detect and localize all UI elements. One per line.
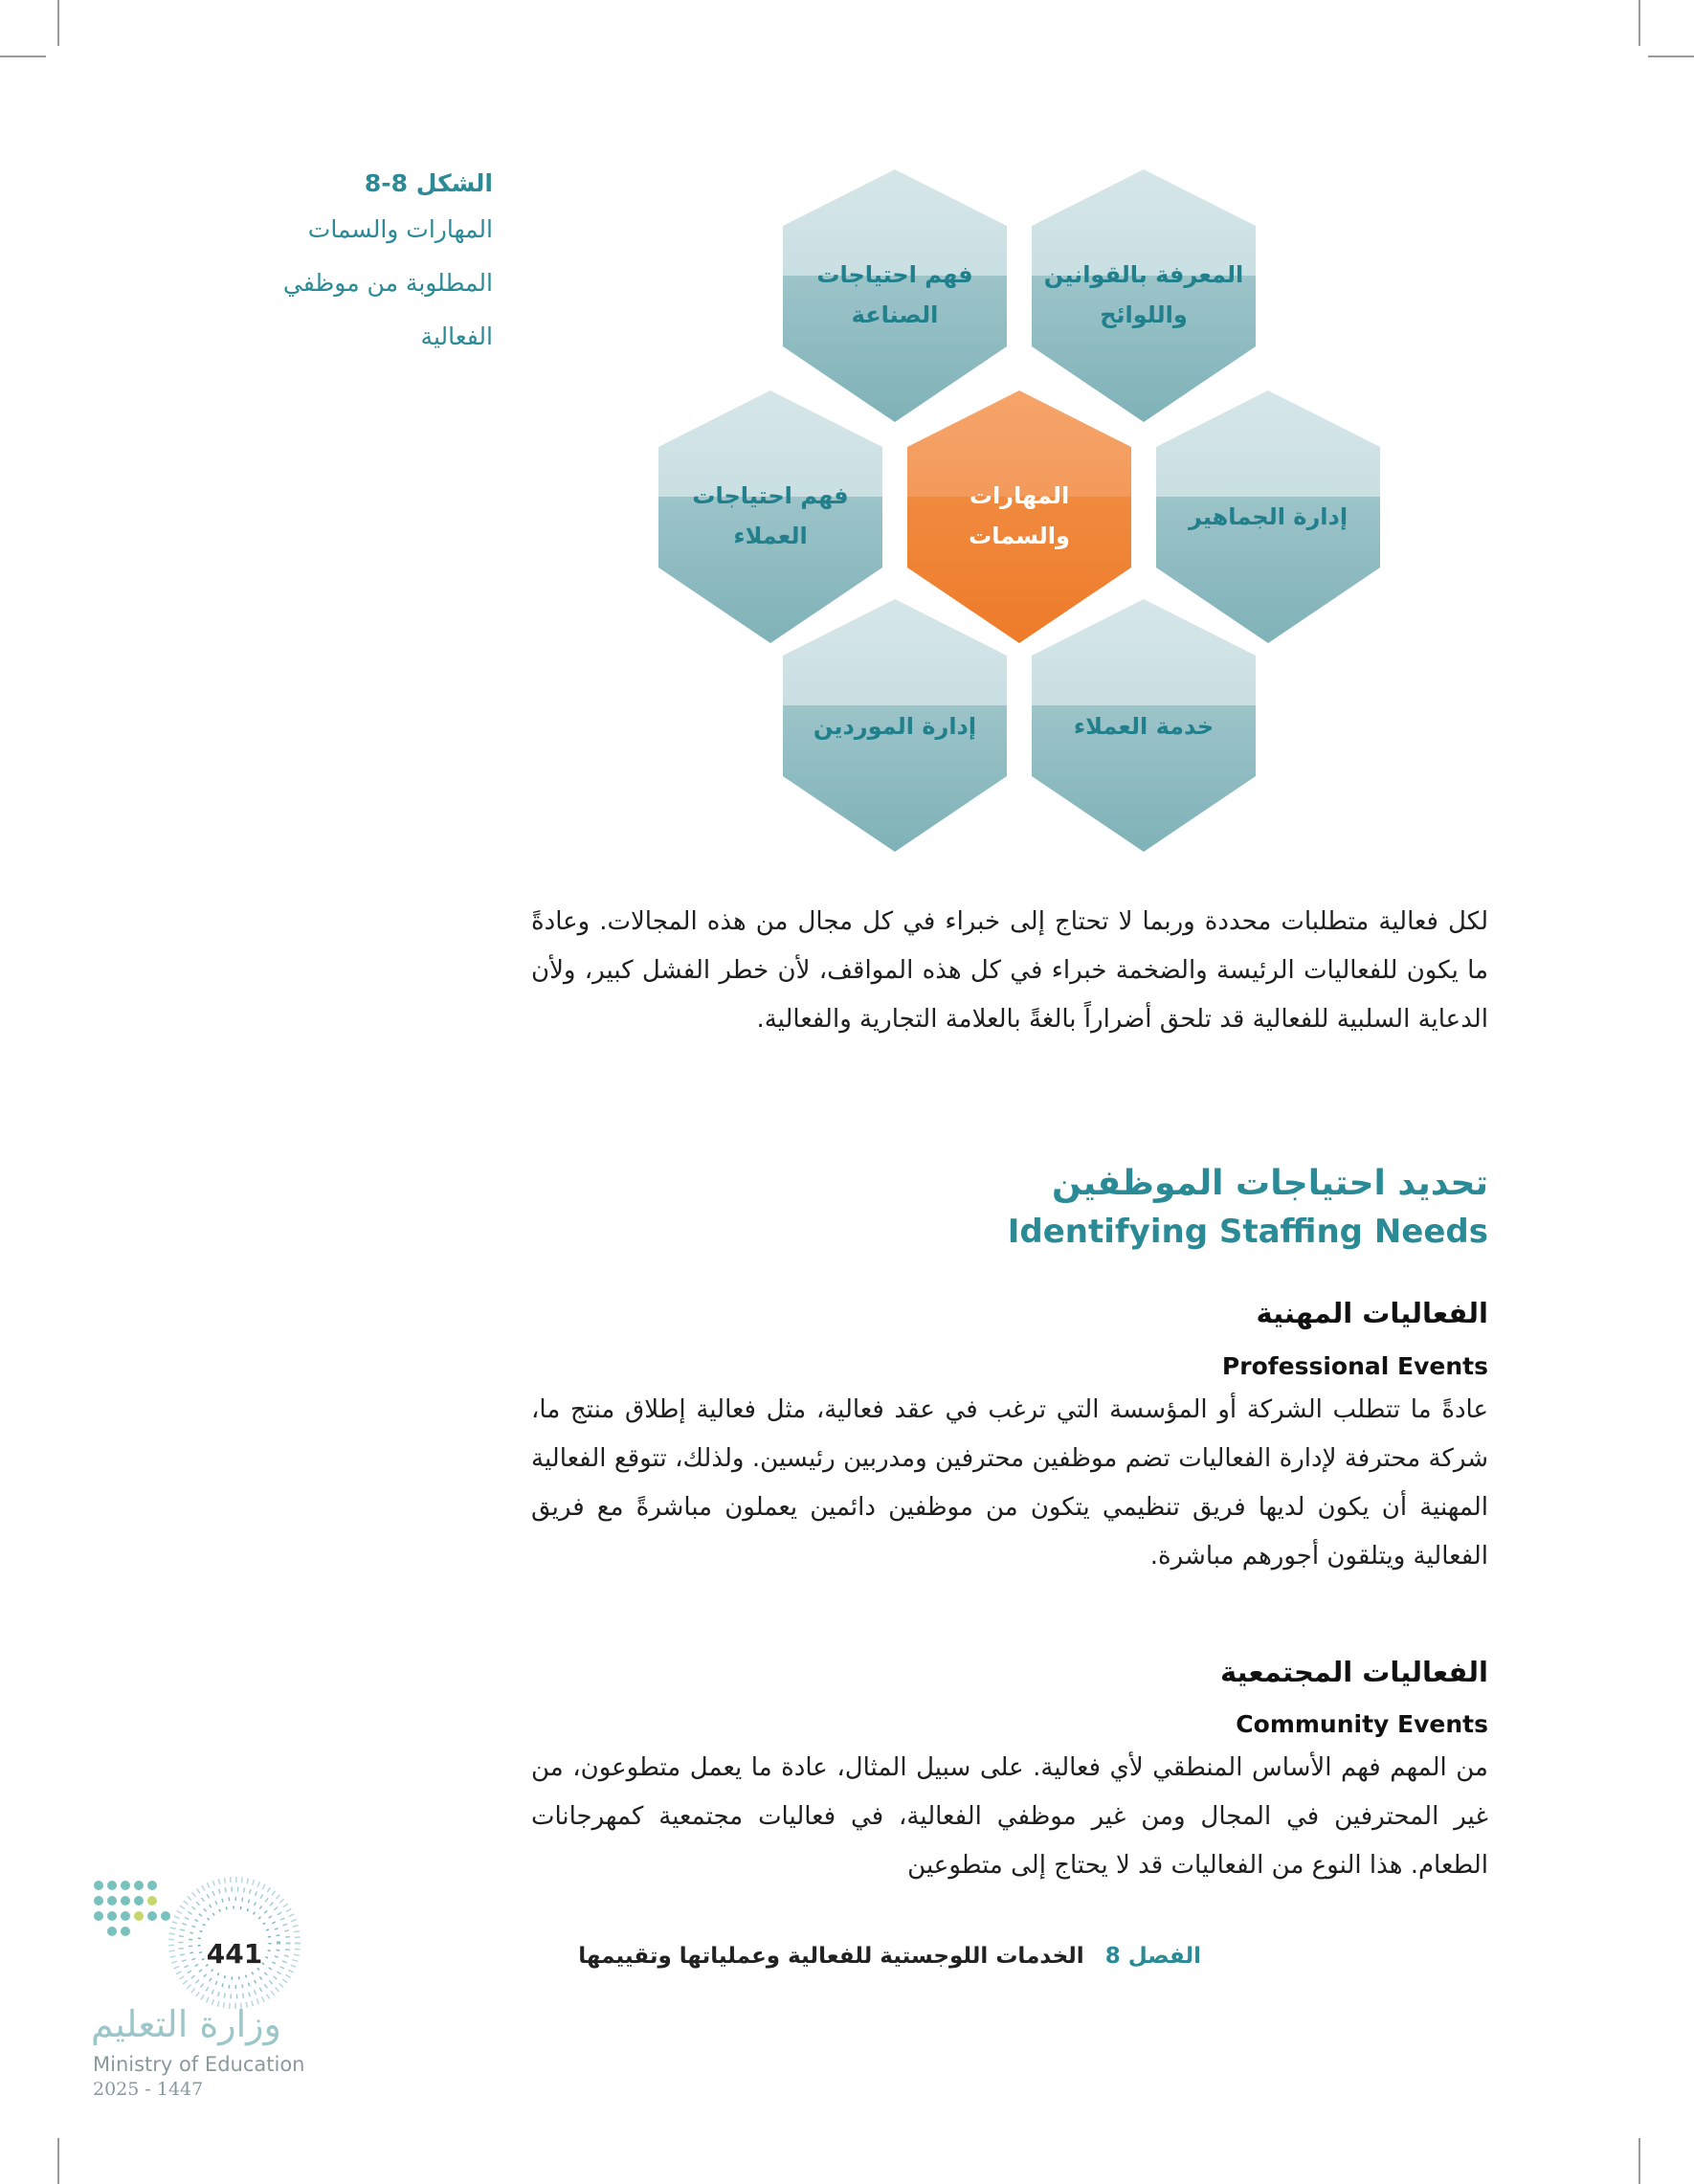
community-events-body: من المهم فهم الأساس المنطقي لأي فعالية. على سبيل المثال، عادة ما يعمل متطوعون، من غير المحترفين في المجال ومن غير موظفي الفعالية، في فعاليات مجتمعية كمهرجانات الطعام. هذا النوع من الفعاليات قد لا يحتاج إلى متطوعين: [531, 1753, 1488, 1880]
professional-events-title-english: Professional Events: [1221, 1352, 1488, 1380]
hex-customer-needs: [658, 390, 882, 643]
hex-label: إدارة الجماهير: [1188, 503, 1349, 530]
figure-number: الشكل 8-8: [364, 169, 493, 197]
ministry-year: 2025 - 1447: [93, 2079, 204, 2100]
ministry-name-english: Ministry of Education: [93, 2053, 305, 2076]
crop-mark: [0, 56, 46, 57]
hex-supplier-management: [783, 599, 1007, 852]
professional-events-title-arabic: الفعاليات المهنية: [1256, 1297, 1488, 1329]
hex-label: والسمات: [969, 523, 1070, 549]
hex-label: إدارة الموردين: [813, 713, 977, 740]
community-events-title-arabic: الفعاليات المجتمعية: [1219, 1656, 1488, 1688]
hex-label: خدمة العملاء: [1073, 713, 1215, 740]
hex-customer-service: [1032, 599, 1256, 852]
figure-caption-line: الفعالية: [420, 323, 493, 350]
ministry-name-arabic: وزارة التعليم: [91, 2003, 281, 2045]
intro-paragraph: لكل فعالية متطلبات محددة وربما لا تحتاج إلى خبراء في كل مجال من هذه المجالات. وعادةً ما يكون للفعاليات الرئيسة والضخمة خبراء في كل هذه المواقف، لأن خطر الفشل كبير، ولأن الدعاية السلبية للفعالية قد تلحق أضراراً بالغةً بالعلامة التجارية والفعالية.: [531, 907, 1488, 1034]
community-events-title-english: Community Events: [1236, 1710, 1488, 1738]
chapter-title: الخدمات اللوجستية للفعالية وعملياتها وتقييمها: [578, 1944, 1084, 1969]
figure-caption-line: المطلوبة من موظفي: [282, 269, 493, 297]
section-title-english: Identifying Staffing Needs: [1007, 1213, 1488, 1251]
section-title-arabic: تحديد احتياجات الموظفين: [1052, 1164, 1488, 1203]
crop-mark: [1638, 2138, 1640, 2184]
crop-mark: [1638, 0, 1640, 46]
hex-label: العملاء: [733, 523, 808, 549]
hex-label: المهارات: [969, 482, 1070, 509]
skills-hexagon-diagram: [660, 163, 1397, 861]
hex-skills-center: [907, 390, 1131, 643]
ministry-logo-dots-icon: [91, 1876, 177, 1943]
figure-caption: [244, 165, 493, 364]
footer-chapter-title: [578, 1937, 1201, 1975]
chapter-label: الفصل 8: [1104, 1944, 1201, 1969]
hex-label: المعرفة بالقوانين: [1043, 261, 1244, 288]
crop-mark: [57, 0, 59, 46]
professional-events-body: عادةً ما تتطلب الشركة أو المؤسسة التي ترغب في عقد فعالية، مثل فعالية إطلاق منتج ما، شركة محترفة لإدارة الفعاليات تضم موظفين محترفين ومدربين رئيسين. ولذلك، تتوقع الفعالية المهنية أن يكون لديها فريق تنظيمي يتكون من موظفين دائمين يعملون مباشرةً مع فريق الفعالية ويتلقون أجورهم مباشرة.: [531, 1395, 1488, 1571]
crop-mark: [57, 2138, 59, 2184]
hex-label: الصناعة: [851, 301, 939, 328]
crop-mark: [1648, 56, 1694, 57]
figure-caption-line: المهارات والسمات: [307, 215, 493, 243]
hex-label: فهم احتياجات: [692, 482, 849, 509]
hex-label: فهم احتياجات: [816, 261, 973, 288]
hex-industry-needs: [783, 169, 1007, 422]
hex-label: واللوائح: [1100, 301, 1188, 328]
page-number: 441: [206, 1938, 263, 1970]
hex-laws-regulations: [1032, 169, 1256, 422]
hex-crowd-management: [1156, 390, 1380, 643]
